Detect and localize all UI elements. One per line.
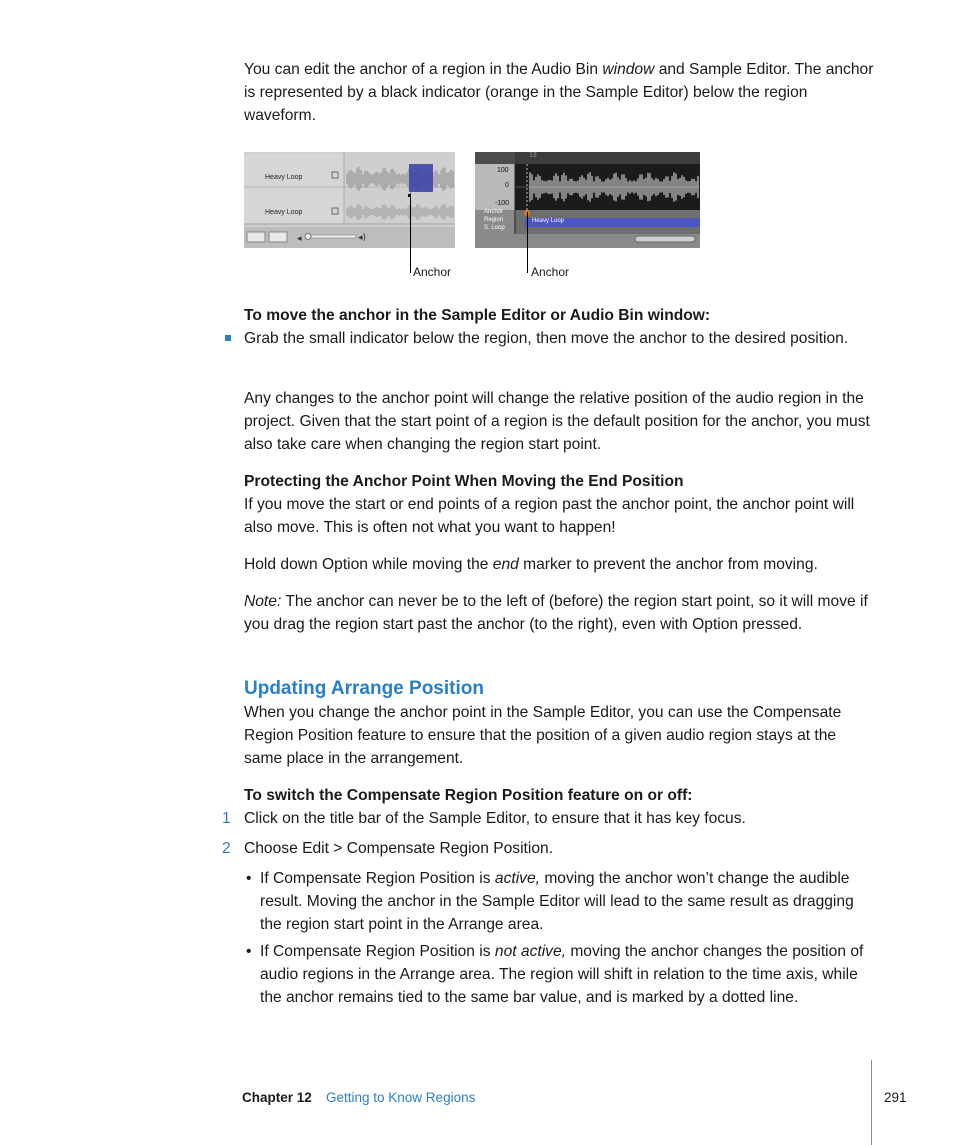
se-label-anchor: Anchor [484, 209, 504, 215]
task1-step: Grab the small indicator below the region, then move the anchor to the desired position. [244, 330, 849, 347]
protect-heading: Protecting the Anchor Point When Moving the End Position [244, 473, 684, 490]
section-title: Updating Arrange Position [244, 678, 484, 699]
audio-bin-region-2[interactable]: Heavy Loop [265, 209, 303, 216]
audio-bin-graphic [244, 152, 455, 248]
callout-label-left: Anchor [413, 265, 452, 279]
bullet-icon: • [246, 870, 252, 887]
se-region-name[interactable]: Heavy Loop [532, 218, 565, 224]
protect-body: If you move the start or end points of a region past the anchor point, the anchor point will also move. This is often not what you want to happen! [244, 496, 855, 536]
footer-chapter-title[interactable]: Getting to Know Regions [326, 1090, 476, 1105]
callout-label-right: Anchor [531, 265, 570, 279]
svg-text:◂): ◂) [358, 233, 367, 243]
task2-heading: To switch the Compensate Region Position feature on or off: [244, 787, 693, 804]
task2-bullet-1: If Compensate Region Position is active, moving the anchor won’t change the audible result. Moving the anchor in the Sample Editor will lead to the same result as dragging the region start point in the Arrange area. [260, 870, 854, 933]
footer-divider [871, 1060, 872, 1145]
section-body: When you change the anchor point in the Sample Editor, you can use the Compensate Region Position feature to ensure that the position of a given audio region stays at the same place in the arrangement. [244, 704, 842, 767]
task1-heading: To move the anchor in the Sample Editor or Audio Bin window: [244, 307, 711, 324]
audio-bin-screenshot [244, 152, 455, 248]
step-number: 2 [222, 840, 231, 857]
se-label-region: Region [484, 217, 504, 223]
se-ruler-mark: 13 [529, 152, 537, 159]
se-label-sloop: S. Loop [484, 225, 505, 231]
task2-step-1: Click on the title bar of the Sample Editor, to ensure that it has key focus. [244, 810, 746, 827]
task2-step-2: Choose Edit > Compensate Region Position. [244, 840, 554, 857]
hold-paragraph: Hold down Option while moving the end marker to prevent the anchor from moving. [244, 556, 818, 573]
note-paragraph: Note: The anchor can never be to the left of (before) the region start point, so it will move if you drag the region start past the anchor (to the right), even with Option pressed. [244, 593, 868, 633]
se-scale-mid: 0 [505, 182, 509, 189]
task2-bullet-2: If Compensate Region Position is not active, moving the anchor changes the position of audio regions in the Arrange area. The region will shift in relation to the time axis, while the anchor remains tied to the same bar value, and is marked by a dotted line. [260, 943, 864, 1006]
step-number: 1 [222, 810, 231, 827]
se-scale-top: 100 [497, 167, 509, 174]
bullet-icon: • [246, 943, 252, 960]
sample-editor-screenshot [475, 152, 700, 248]
changes-paragraph: Any changes to the anchor point will change the relative position of the audio region in the project. Given that the start point of a region is the default position for the anchor, you must also take care when changing the region start point. [244, 390, 870, 453]
callout-line-left [410, 193, 411, 273]
svg-text:◂: ◂ [297, 234, 302, 244]
se-scale-bottom: -100 [495, 200, 510, 207]
audio-bin-region-1[interactable]: Heavy Loop [265, 174, 303, 181]
page-number: 291 [884, 1090, 907, 1105]
callout-line-right [527, 212, 528, 273]
square-bullet-icon [225, 335, 231, 341]
intro-paragraph: You can edit the anchor of a region in the Audio Bin window and Sample Editor. The anchor is represented by a black indicator (orange in the Sample Editor) below the region waveform. [244, 61, 874, 124]
footer-chapter: Chapter 12 [242, 1090, 312, 1105]
